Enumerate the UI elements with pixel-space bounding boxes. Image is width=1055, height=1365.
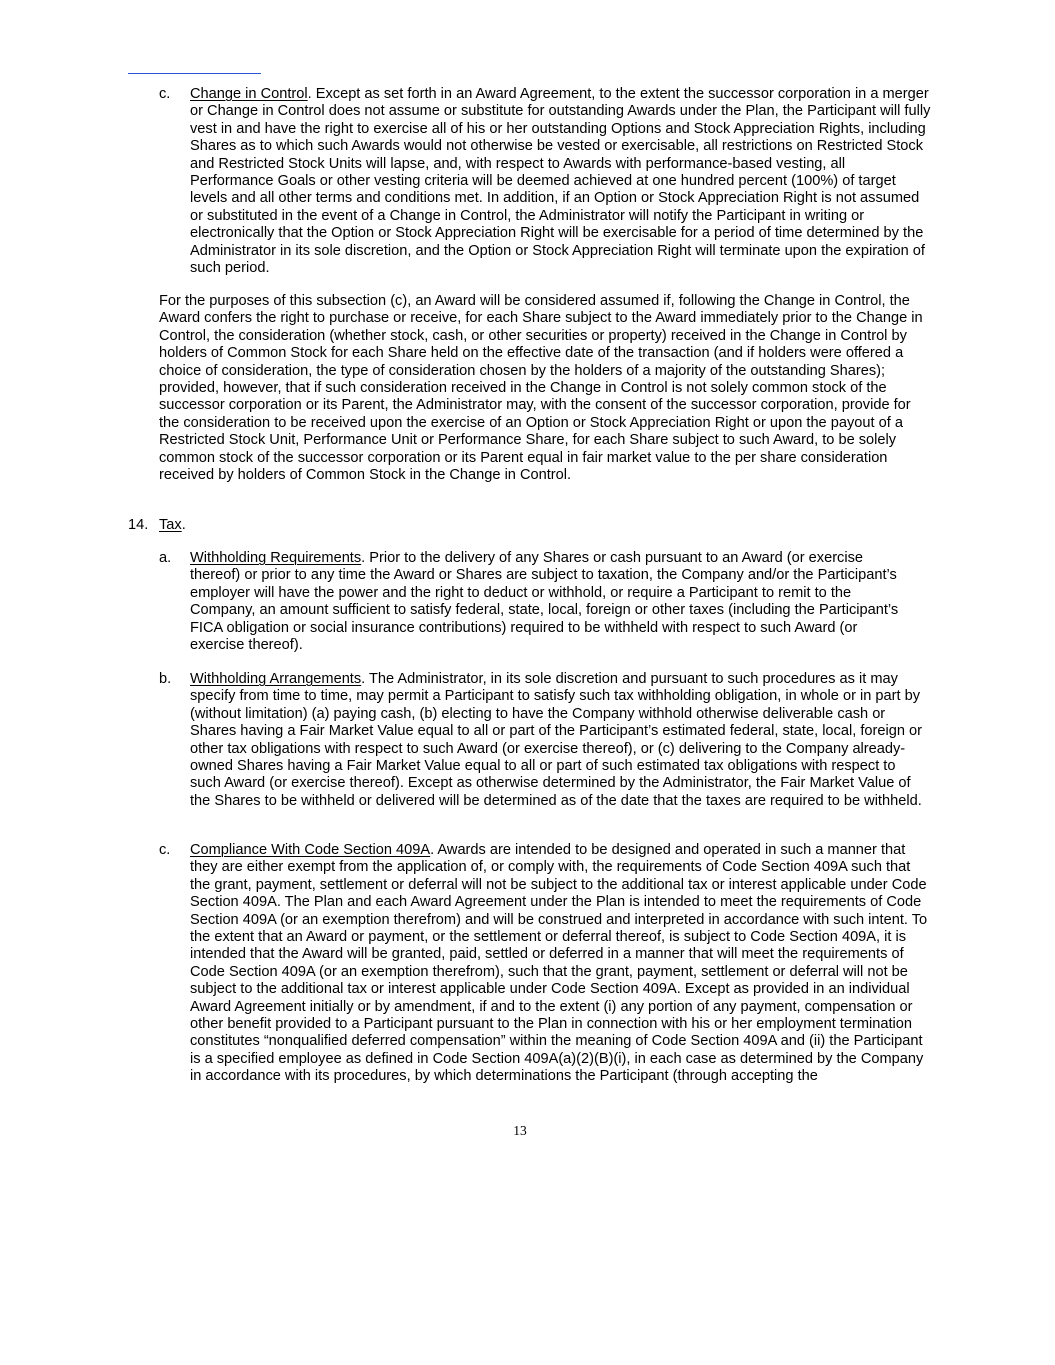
section-14a-title: Withholding Requirements [190,550,362,566]
section-13c-text [190,86,931,277]
section-14c-text [190,842,934,1086]
section-13c-title: Change in Control [190,86,308,102]
section-14a-marker: a. [159,550,172,566]
page-number: 13 [513,1123,527,1138]
purposes-paragraph: For the purposes of this subsection (c), an Award will be considered assumed if, following the Change in Control, the Award confers the right to purchase or receive, for each Share subject to the Award immediately prior to the Change in Control, the consideration (whether stock, cash, or other securities or property) received in the Change in Control by holders of Common Stock for each Share held on the effective date of the transaction (and if holders were offered a choice of consideration, the type of consideration chosen by the holders of a majority of the outstanding Shares); provided, however, that if such consideration received in the Change in Control is not solely common stock of the successor corporation or its Parent, the Administrator may, with the consent of the successor corporation, provide for the consideration to be received upon the exercise of an Option or Stock Appreciation Right or upon the payout of a Restricted Stock Unit, Performance Unit or Performance Share, for each Share subject to such Award, to be solely common stock of the successor corporation or its Parent equal in fair market value to the per share consideration received by holders of Common Stock in the Change in Control. [159,293,923,484]
section-14-title: Tax [159,517,182,533]
section-13c-item [159,86,934,278]
section-14-title-suffix: . [181,517,186,533]
section-14b-title: Withholding Arrangements [190,671,362,687]
section-14b-item [159,671,934,829]
section-14a-item [159,550,934,656]
section-14a-text [190,550,908,654]
section-14-number: 14. [128,517,149,533]
section-14c-title: Compliance With Code Section 409A [190,842,431,858]
section-14c-marker: c. [159,842,171,858]
section-14c-body: . Awards are intended to be designed and operated in such a manner that they are either exempt from the application of, or comply with, the requirements of Code Section 409A such that the grant, payment, settlement or deferral will not be subject to the additional tax or interest applicable under Code Section 409A. The Plan and each Award Agreement under the Plan is intended to meet the requirements of Code Section 409A (or an exemption therefrom) and will be construed and interpreted in accordance with such intent. To the extent that an Award or payment, or the settlement or deferral thereof, is subject to Code Section 409A, it is intended that the Award will be granted, paid, settled or deferred in a manner that will meet the requirements of Code Section 409A (or an exemption therefrom), such that the grant, payment, settlement or deferral will not be subject to the additional tax or interest applicable under Code Section 409A. Except as provided in an individual Award Agreement initially or by amendment, if and to the extent (i) any portion of any payment, compensation or other benefit provided to a Participant pursuant to the Plan in connection with his or her employment termination constitutes “nonqualified deferred compensation” within the meaning of Code Section 409A and (ii) the Participant is a specified employee as defined in Code Section 409A(a)(2)(B)(i), in each case as determined by the Company in accordance with its procedures, by which determinations the Participant (through accepting the [190,842,928,1085]
section-14-heading [128,517,428,535]
section-14b-marker: b. [159,671,172,687]
section-14a-body: . Prior to the delivery of any Shares or cash pursuant to an Award (or exercise thereof) or prior to any time the Award or Shares are subject to taxation, the Company and/or the Participant’s employer will have the power and the right to deduct or withhold, or require a Participant to remit to the Company, an amount sufficient to satisfy federal, state, local, foreign or other taxes (including the Participant’s FICA obligation or social insurance contributions) required to be withheld with respect to such Award (or exercise thereof). [190,550,899,654]
section-13c-body: . Except as set forth in an Award Agreement, to the extent the successor corporation in a merger or Change in Control does not assume or substitute for outstanding Awards under the Plan, the Participant will fully vest in and have the right to exercise all of his or her outstanding Options and Stock Appreciation Rights, including Shares as to which such Awards would not otherwise be vested or exercisable, all restrictions on Restricted Stock and Restricted Stock Units will lapse, and, with respect to Awards with performance-based vesting, all Performance Goals or other vesting criteria will be deemed achieved at one hundred percent (100%) of target levels and all other terms and conditions met. In addition, if an Option or Stock Appreciation Right is not assumed or substituted in the event of a Change in Control, the Administrator will notify the Participant in writing or electronically that the Option or Stock Appreciation Right will be exercisable for a period of time determined by the Administrator in its sole discretion, and the Option or Stock Appreciation Right will terminate upon the expiration of such period. [190,86,931,277]
section-14c-item [159,842,934,1104]
section-14b-body: . The Administrator, in its sole discretion and pursuant to such procedures as it may specify from time to time, may permit a Participant to satisfy such tax withholding obligation, in whole or in part by (without limitation) (a) paying cash, (b) electing to have the Company withhold otherwise deliverable cash or Shares having a Fair Market Value equal to all or part of the Participant’s estimated federal, state, local, foreign or other tax obligations with respect to such Award (or exercise thereof), or (c) delivering to the Company already-owned Shares having a Fair Market Value equal to all or part of such estimated tax obligations with respect to such Award (or exercise thereof). Except as otherwise determined by the Administrator, the Fair Market Value of the Shares to be withheld or delivered will be determined as of the date that the taxes are required to be withheld. [190,671,922,809]
section-14-title-wrap [159,517,186,534]
header-rule [128,73,261,74]
section-13c-marker: c. [159,86,171,102]
section-14b-text [190,671,924,810]
